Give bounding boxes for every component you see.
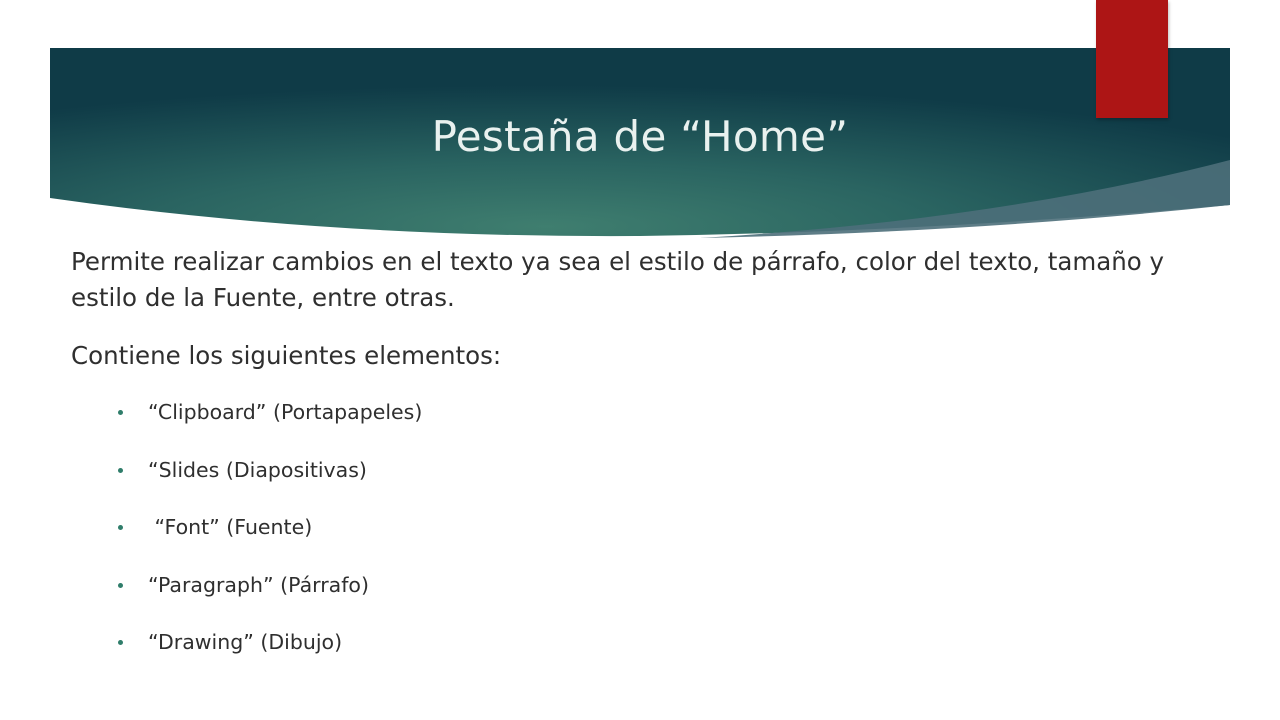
bullet-icon xyxy=(118,525,123,530)
list-item-text: “Slides (Diapositivas) xyxy=(148,457,367,482)
red-accent-tab xyxy=(1096,0,1168,118)
bullet-icon xyxy=(118,468,123,473)
list-item-text: “Font” (Fuente) xyxy=(148,515,313,539)
bullet-icon xyxy=(118,410,123,415)
bullet-icon xyxy=(118,640,123,645)
list-item-text: “Drawing” (Dibujo) xyxy=(148,630,343,654)
list-item-text: “Clipboard” (Portapapeles) xyxy=(148,400,423,424)
slide-title: Pestaña de “Home” xyxy=(431,112,849,161)
elements-heading: Contiene los siguientes elementos: xyxy=(71,341,502,370)
list-item-text: “Paragraph” (Párrafo) xyxy=(148,572,369,597)
intro-paragraph: Permite realizar cambios en el texto ya sea el estilo de párrafo, color del texto, tamaño y estilo de la Fuente, entre otras. xyxy=(71,247,1165,312)
bullet-icon xyxy=(118,583,123,588)
